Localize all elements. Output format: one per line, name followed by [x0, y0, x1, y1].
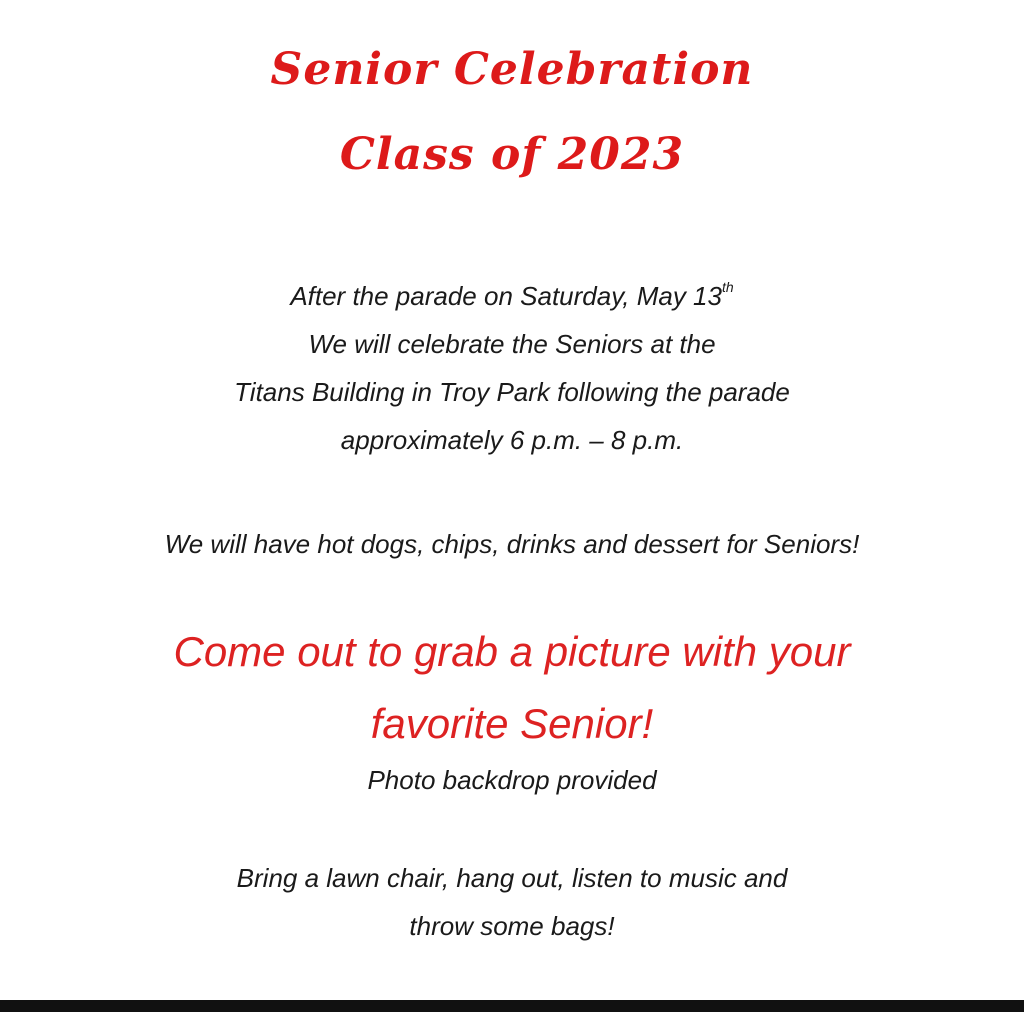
details-line-1: [0, 279, 1024, 312]
details-line-2: We will celebrate the Seniors at the: [308, 329, 716, 359]
details-line-4: approximately 6 p.m. – 8 p.m.: [340, 425, 684, 455]
photo-headline-line-2: favorite Senior!: [370, 700, 654, 747]
details-line-3: Titans Building in Troy Park following the parade: [234, 377, 790, 407]
photo-note: Photo backdrop provided: [367, 765, 657, 795]
bottom-border-bar: [0, 1000, 1024, 1012]
title-line-2: Class of 2023: [339, 129, 685, 180]
closing-line-2: throw some bags!: [409, 911, 615, 941]
photo-headline-line-1: Come out to grab a picture with your: [173, 628, 851, 675]
title-line-1: Senior Celebration: [270, 44, 754, 95]
details-line-1-text: After the parade on Saturday, May 13: [290, 281, 722, 311]
food-line: We will have hot dogs, chips, drinks and dessert for Seniors!: [164, 529, 860, 559]
closing-line-1: Bring a lawn chair, hang out, listen to music and: [236, 863, 788, 893]
details-line-1-sup: th: [721, 279, 734, 295]
